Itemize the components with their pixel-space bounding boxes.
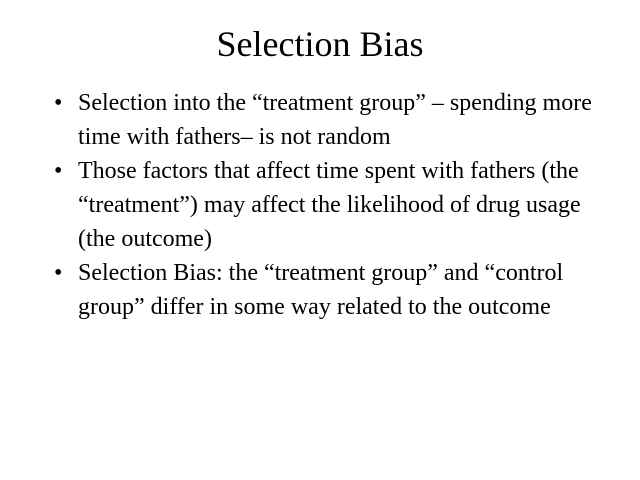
bullet-list [54,86,614,324]
bullet-item [54,154,614,256]
bullet-dot-icon: • [54,260,63,286]
bullet-item [54,256,614,324]
bullet-dot-icon: • [54,90,63,116]
bullet-text: Selection Bias: the “treatment group” and “control group” differ in some way related to the outcome [78,260,564,320]
bullet-text: Selection into the “treatment group” – spending more time with fathers– is not random [78,90,592,150]
slide-title: Selection Bias [216,24,424,64]
bullet-dot-icon: • [54,158,63,184]
bullet-item [54,86,614,154]
bullet-text: Those factors that affect time spent with fathers (the “treatment”) may affect the likelihood of drug usage (the outcome) [78,158,581,252]
